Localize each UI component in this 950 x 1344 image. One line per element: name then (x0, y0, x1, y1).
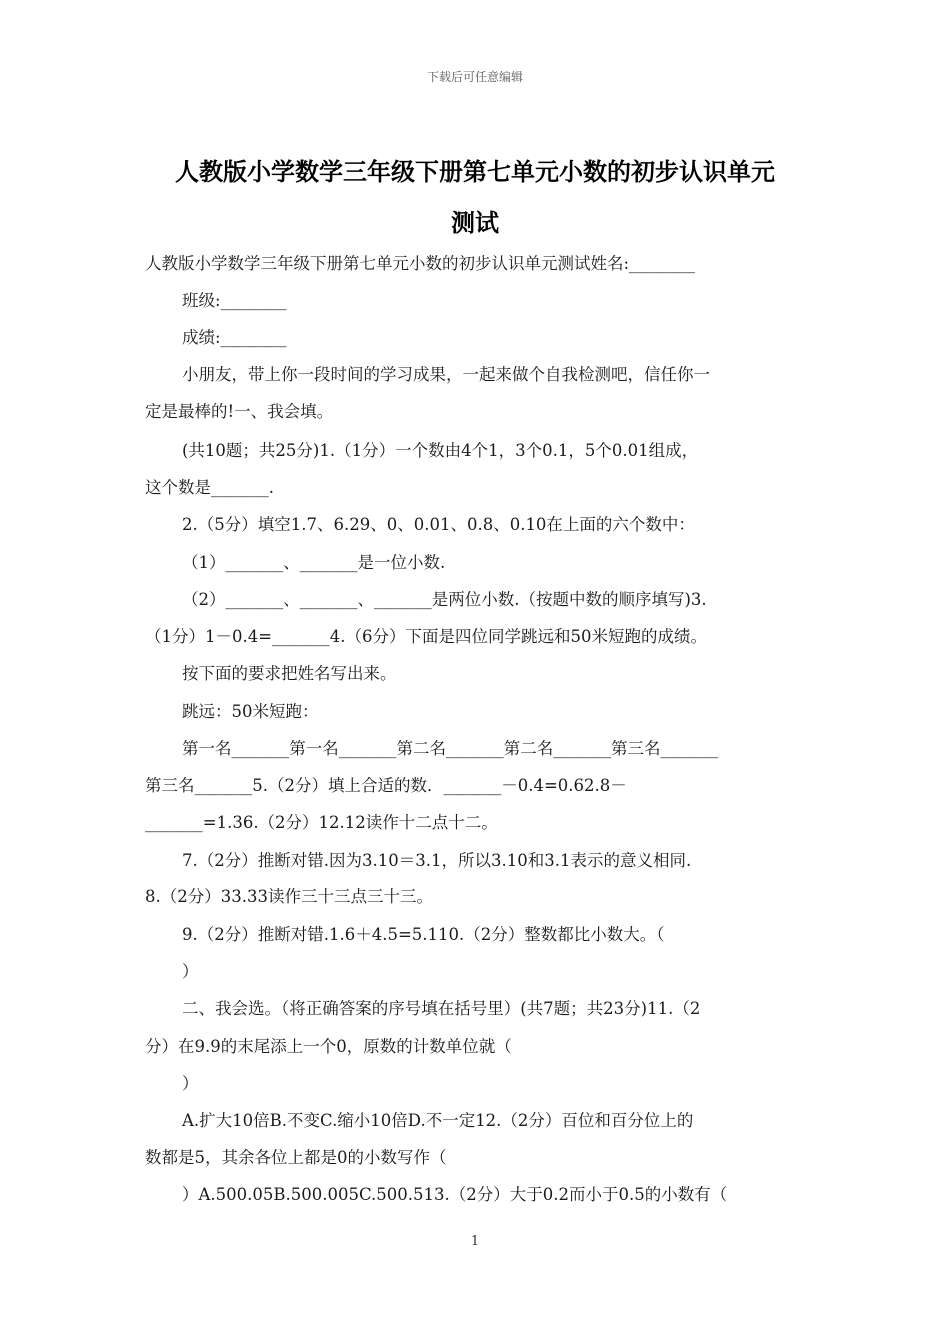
paragraph-line: 第三名_______5.（2分）填上合适的数．_______－0.4=0.62.8－ (145, 776, 627, 795)
paragraph-line: 这个数是_______. (145, 478, 274, 497)
paragraph-line: 第一名_______第一名_______第二名_______第二名_______第三名_______ (182, 739, 719, 758)
document-title-line-1: 人教版小学数学三年级下册第七单元小数的初步认识单元 (175, 157, 775, 186)
paragraph-line: 数都是5，其余各位上都是0的小数写作（ (145, 1148, 447, 1167)
paragraph-line: （2）_______、_______、_______是两位小数.（按题中数的顺序填写)3. (182, 590, 707, 609)
paragraph-line: ） (182, 1074, 199, 1093)
paragraph-line: 2.（5分）填空1.7、6.29、0、0.01、0.8、0.10在上面的六个数中： (182, 515, 695, 534)
paragraph-line: 按下面的要求把姓名写出来。 (182, 664, 397, 683)
class-line: 班级:________ (182, 291, 287, 310)
page-number: 1 (470, 1234, 480, 1249)
paragraph-line: 小朋友，带上你一段时间的学习成果，一起来做个自我检测吧，信任你一 (182, 365, 710, 384)
document-title-line-2: 测试 (451, 208, 499, 237)
paragraph-line: 二、我会选。（将正确答案的序号填在括号里）(共7题；共23分)11.（2 (182, 999, 701, 1018)
paragraph-line: 8.（2分）33.33读作三十三点三十三。 (145, 887, 433, 906)
paragraph-line: _______=1.36.（2分）12.12读作十二点十二。 (145, 813, 498, 832)
header-note: 下载后可任意编辑 (426, 70, 523, 84)
paragraph-line: （1分）1－0.4=_______4.（6分）下面是四位同学跳远和50米短跑的成绩。 (145, 627, 708, 646)
paragraph-line: 9.（2分）推断对错.1.6＋4.5=5.110.（2分）整数都比小数大。（ (182, 925, 665, 944)
paragraph-line: ） (182, 962, 199, 981)
paragraph-line: 跳远：50米短跑： (182, 702, 319, 721)
paragraph-line: A.扩大10倍B.不变C.缩小10倍D.不一定12.（2分）百位和百分位上的 (182, 1111, 694, 1130)
paragraph-line: 7.（2分）推断对错.因为3.10＝3.1，所以3.10和3.1表示的意义相同. (182, 851, 692, 870)
intro-name-line: 人教版小学数学三年级下册第七单元小数的初步认识单元测试姓名:________ (145, 254, 696, 273)
paragraph-line: 定是最棒的!一、我会填。 (145, 402, 334, 421)
paragraph-line: 分）在9.9的末尾添上一个0，原数的计数单位就（ (145, 1037, 512, 1056)
paragraph-line: ）A.500.05B.500.005C.500.513.（2分）大于0.2而小于0.5的小数有（ (182, 1185, 728, 1204)
paragraph-line: （1）_______、_______是一位小数. (182, 553, 446, 572)
paragraph-line: (共10题；共25分)1.（1分）一个数由4个1，3个0.1，5个0.01组成， (182, 441, 699, 460)
score-line: 成绩:________ (182, 328, 287, 347)
